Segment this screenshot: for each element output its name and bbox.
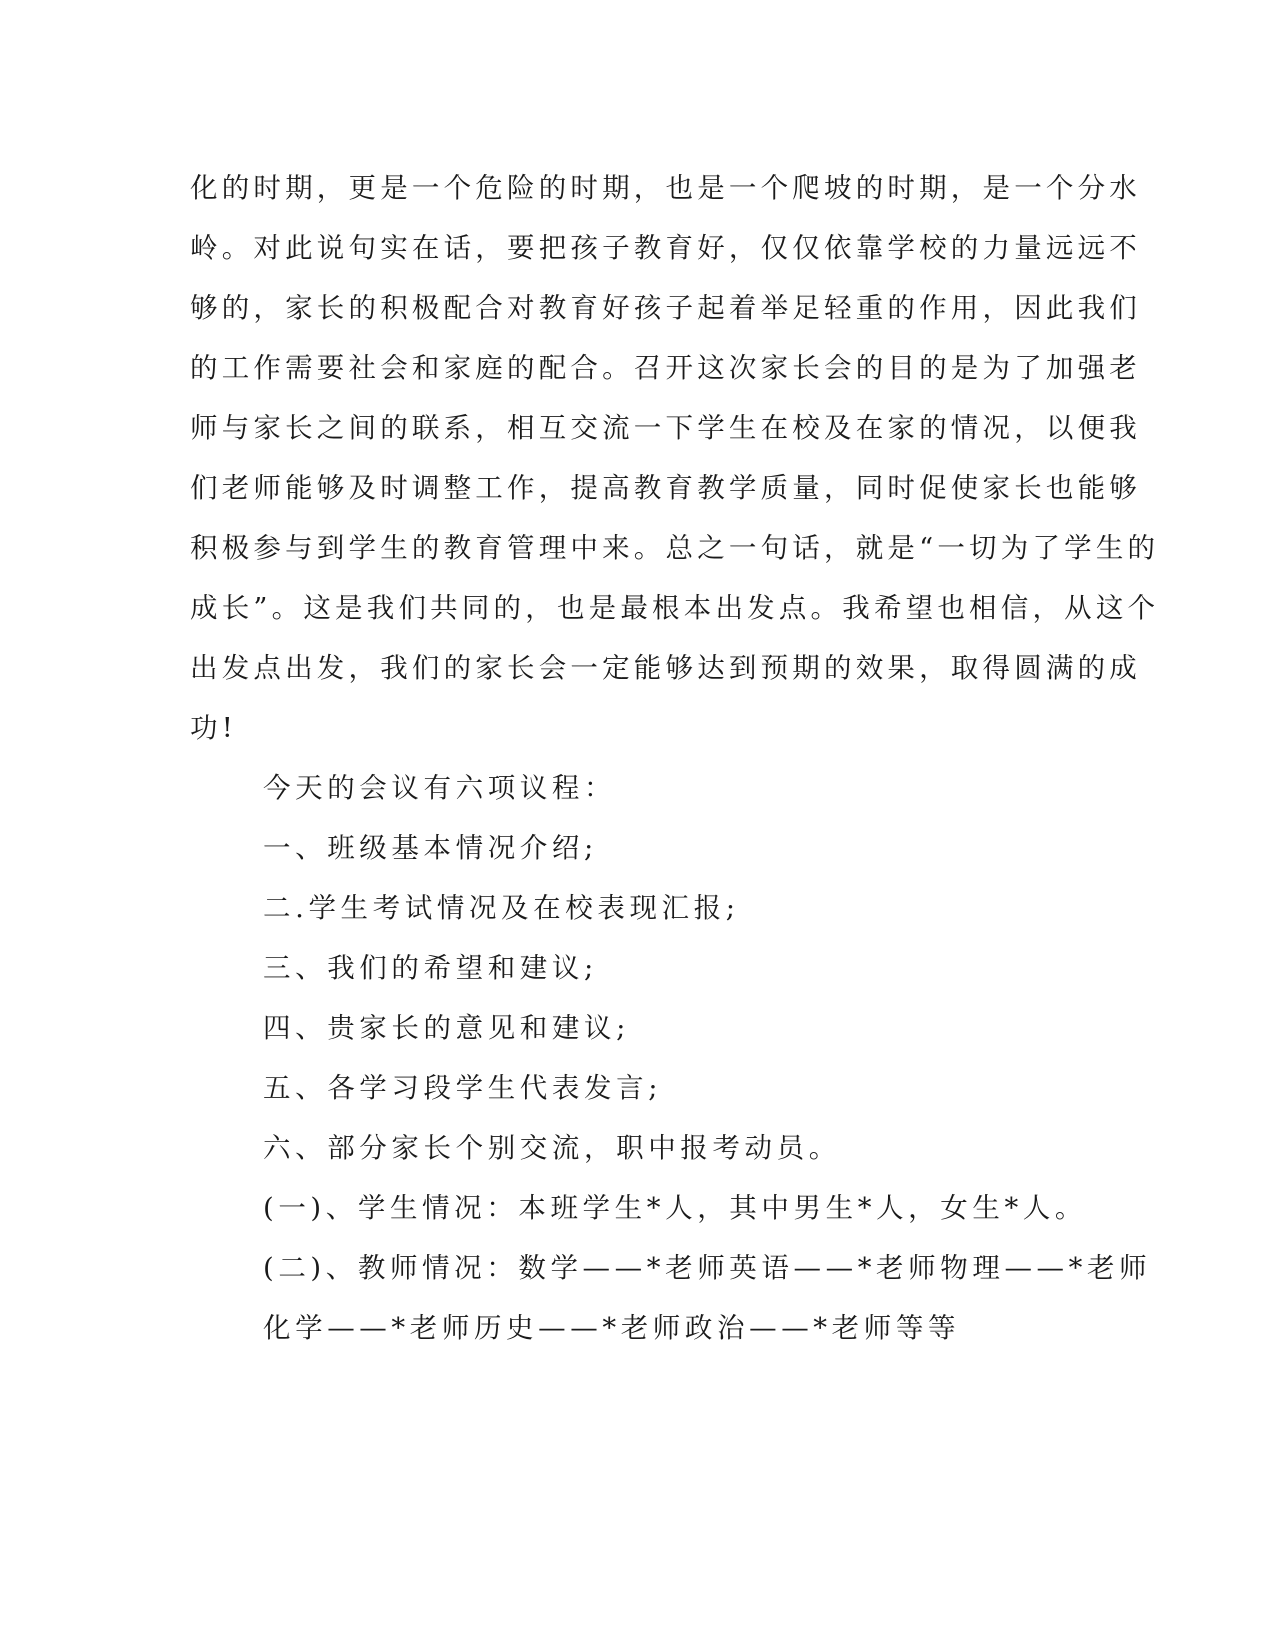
paragraph-line: 够的，家长的积极配合对教育好孩子起着举足轻重的作用，因此我们: [190, 292, 1141, 324]
paragraph-line: 师与家长之间的联系，相互交流一下学生在校及在家的情况，以便我: [190, 412, 1141, 444]
agenda-item: 二.学生考试情况及在校表现汇报;: [263, 892, 740, 924]
teacher-info-line: (二)、教师情况：数学——*老师英语——*老师物理——*老师: [263, 1252, 1152, 1284]
agenda-item: 四、贵家长的意见和建议;: [263, 1012, 630, 1044]
agenda-item: 五、各学习段学生代表发言;: [263, 1072, 663, 1104]
paragraph-line: 的工作需要社会和家庭的配合。召开这次家长会的目的是为了加强老: [190, 352, 1141, 384]
agenda-item: 三、我们的希望和建议;: [263, 952, 598, 984]
agenda-item: 六、部分家长个别交流，职中报考动员。: [263, 1132, 841, 1164]
agenda-intro: 今天的会议有六项议程：: [263, 772, 617, 804]
paragraph-line: 岭。对此说句实在话，要把孩子教育好，仅仅依靠学校的力量远远不: [190, 232, 1141, 264]
agenda-item: 一、班级基本情况介绍;: [263, 832, 598, 864]
teacher-info-line: 化学——*老师历史——*老师政治——*老师等等: [263, 1312, 961, 1344]
paragraph-line: 成长”。这是我们共同的，也是最根本出发点。我希望也相信，从这个: [190, 592, 1160, 624]
paragraph-line: 功!: [190, 712, 237, 744]
paragraph-line: 们老师能够及时调整工作，提高教育教学质量，同时促使家长也能够: [190, 472, 1141, 504]
paragraph-line: 积极参与到学生的教育管理中来。总之一句话，就是“一切为了学生的: [190, 532, 1160, 564]
paragraph-line: 出发点出发，我们的家长会一定能够达到预期的效果，取得圆满的成: [190, 652, 1141, 684]
student-info-line: (一)、学生情况：本班学生*人，其中男生*人，女生*人。: [263, 1192, 1088, 1224]
paragraph-line: 化的时期，更是一个危险的时期，也是一个爬坡的时期，是一个分水: [190, 172, 1141, 204]
